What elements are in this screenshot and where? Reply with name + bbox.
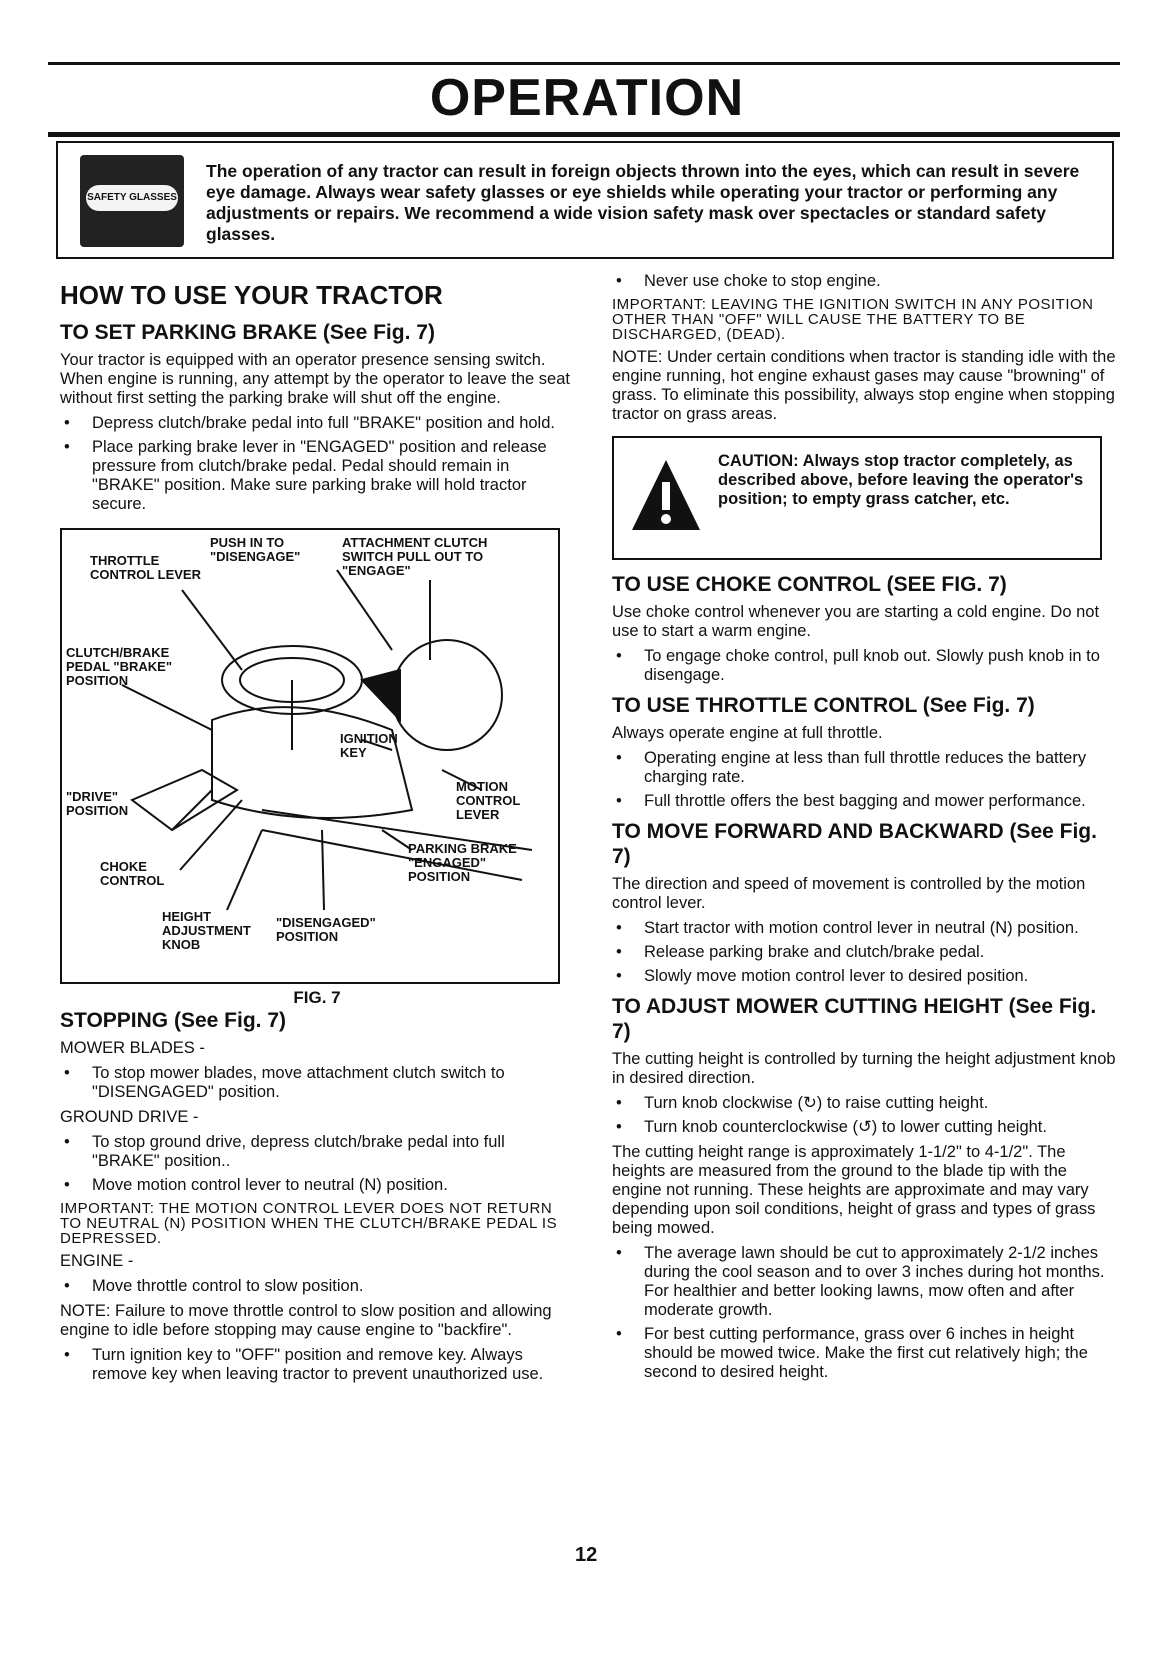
height-tips-list <box>612 1244 1120 1382</box>
list-item: • To stop mower blades, move attachment clutch switch to "DISENGAGED" position. <box>60 1064 574 1102</box>
engine-label: ENGINE - <box>60 1252 134 1270</box>
figure-caption: FIG. 7 <box>293 988 341 1007</box>
list-item: • Turn knob counterclockwise (↺) to lower cutting height. <box>612 1118 1120 1137</box>
list-item: • To engage choke control, pull knob out. Slowly push knob in to disengage. <box>612 647 1120 685</box>
height-heading: TO ADJUST MOWER CUTTING HEIGHT (See Fig. 7) <box>612 995 1097 1043</box>
list-item: • Turn ignition key to "OFF" position and remove key. Always remove key when leaving tractor to prevent unauthorized use. <box>60 1346 574 1384</box>
throttle-intro: Always operate engine at full throttle. <box>612 724 883 742</box>
caution-triangle-icon <box>630 456 702 536</box>
header-bottom-rule <box>48 132 1120 137</box>
throttle-list <box>612 749 1120 811</box>
list-item: • Place parking brake lever in "ENGAGED" position and release pressure from clutch/brake pedal. Pedal should remain in "BRAKE" position. Make sure parking brake will hold tractor secure. <box>60 438 574 514</box>
left-column <box>60 272 574 1390</box>
list-item: • Turn knob clockwise (↻) to raise cutting height. <box>612 1094 1120 1113</box>
height-direction-list <box>612 1094 1120 1137</box>
stopping-important: IMPORTANT: THE MOTION CONTROL LEVER DOES NOT RETURN TO NEUTRAL (N) POSITION WHEN THE CLUTCH/BRAKE PEDAL IS DEPRESSED. <box>60 1200 558 1247</box>
parking-brake-intro: Your tractor is equipped with an operator presence sensing switch. When engine is running, any attempt by the operator to leave the seat without first setting the parking brake will shut off the engine. <box>60 351 570 407</box>
right-column <box>612 272 1120 1388</box>
choke-heading: TO USE CHOKE CONTROL (SEE FIG. 7) <box>612 573 1007 596</box>
safety-warning-box <box>56 141 1114 259</box>
throttle-heading: TO USE THROTTLE CONTROL (See Fig. 7) <box>612 694 1035 717</box>
safety-glasses-icon <box>80 155 184 247</box>
label-ignition: IGNITION KEY <box>340 731 398 760</box>
label-height-knob: HEIGHT ADJUSTMENT KNOB <box>162 909 251 952</box>
parking-brake-list <box>60 414 574 514</box>
mower-blades-label: MOWER BLADES - <box>60 1039 205 1057</box>
list-item: • Start tractor with motion control lever in neutral (N) position. <box>612 919 1120 938</box>
section-title: HOW TO USE YOUR TRACTOR <box>60 280 443 310</box>
stopping-heading: STOPPING (See Fig. 7) <box>60 1009 286 1032</box>
safety-glasses-badge: SAFETY GLASSES <box>86 185 178 211</box>
engine-list <box>60 1277 574 1296</box>
height-range: The cutting height range is approximately 1-1/2" to 4-1/2". The heights are measured from the ground to the blade tip with the engine not running. These heights are approximate and may vary depending upon soil conditions, height of grass and types of grass being mowed. <box>612 1143 1096 1237</box>
list-item: • Move motion control lever to neutral (N) position. <box>60 1176 574 1195</box>
label-attachment-clutch: ATTACHMENT CLUTCH SWITCH PULL OUT TO "ENGAGE" <box>342 535 488 578</box>
list-item: • To stop ground drive, depress clutch/brake pedal into full "BRAKE" position.. <box>60 1133 574 1171</box>
label-parking-brake: PARKING BRAKE "ENGAGED" POSITION <box>408 841 517 884</box>
browning-note: NOTE: Under certain conditions when tractor is standing idle with the engine running, hot engine exhaust gases may cause "browning" of grass. To eliminate this possibility, always stop engine when stopping tractor on grass areas. <box>612 348 1116 423</box>
label-drive: "DRIVE" POSITION <box>66 789 129 818</box>
label-motion-control: MOTION CONTROL LEVER <box>456 779 521 822</box>
choke-intro: Use choke control whenever you are starting a cold engine. Do not use to start a warm engine. <box>612 603 1100 640</box>
label-throttle: THROTTLE CONTROL LEVER <box>90 553 201 582</box>
ground-drive-label: GROUND DRIVE - <box>60 1108 199 1126</box>
ignition-important: IMPORTANT: LEAVING THE IGNITION SWITCH IN ANY POSITION OTHER THAN "OFF" WILL CAUSE THE BATTERY TO BE DISCHARGED, (DEAD). <box>612 296 1094 343</box>
caution-box <box>612 436 1102 560</box>
list-item: • Move throttle control to slow position. <box>60 1277 574 1296</box>
choke-list <box>612 647 1120 685</box>
parking-brake-heading: TO SET PARKING BRAKE (See Fig. 7) <box>60 321 435 344</box>
move-heading: TO MOVE FORWARD AND BACKWARD (See Fig. 7) <box>612 820 1097 868</box>
list-item: • Never use choke to stop engine. <box>612 272 1120 291</box>
list-item: • For best cutting performance, grass over 6 inches in height should be mowed twice. Make the first cut relatively high; the second to desired height. <box>612 1325 1120 1382</box>
safety-warning-text: The operation of any tractor can result in foreign objects thrown into the eyes, which can result in severe eye damage. Always wear safety glasses or eye shields while operating your tractor or performing any adjustments or repairs. We recommend a wide vision safety mask over spectacles or standard safety glasses. <box>206 161 1080 244</box>
label-choke: CHOKE CONTROL <box>100 859 165 888</box>
list-item: • Depress clutch/brake pedal into full "BRAKE" position and hold. <box>60 414 574 433</box>
label-disengaged: "DISENGAGED" POSITION <box>276 915 376 944</box>
header-top-rule <box>48 62 1120 65</box>
list-item: • Full throttle offers the best bagging and mower performance. <box>612 792 1120 811</box>
choke-warning-list <box>612 272 1120 291</box>
figure-7-diagram <box>60 528 560 984</box>
move-list <box>612 919 1120 986</box>
list-item: • Slowly move motion control lever to desired position. <box>612 967 1120 986</box>
stopping-note: NOTE: Failure to move throttle control to slow position and allowing engine to idle before stopping may cause engine to "backfire". <box>60 1302 552 1339</box>
page-number: 12 <box>575 1544 598 1566</box>
page-title: OPERATION <box>429 69 745 127</box>
height-intro: The cutting height is controlled by turning the height adjustment knob in desired direction. <box>612 1050 1116 1087</box>
ground-drive-list <box>60 1133 574 1195</box>
label-clutch-brake: CLUTCH/BRAKE PEDAL "BRAKE" POSITION <box>66 645 172 688</box>
caution-text: CAUTION: Always stop tractor completely, as described above, before leaving the operator's position; to empty grass catcher, etc. <box>718 452 1084 508</box>
list-item: • Operating engine at less than full throttle reduces the battery charging rate. <box>612 749 1120 787</box>
ignition-list <box>60 1346 574 1384</box>
list-item: • Release parking brake and clutch/brake pedal. <box>612 943 1120 962</box>
move-intro: The direction and speed of movement is controlled by the motion control lever. <box>612 875 1086 912</box>
label-push-in: PUSH IN TO "DISENGAGE" <box>210 535 301 564</box>
mower-blades-list <box>60 1064 574 1102</box>
list-item: • The average lawn should be cut to approximately 2-1/2 inches during the cool season and to over 3 inches during hot months. For healthier and better looking lawns, mow often and after moderate growth. <box>612 1244 1120 1320</box>
